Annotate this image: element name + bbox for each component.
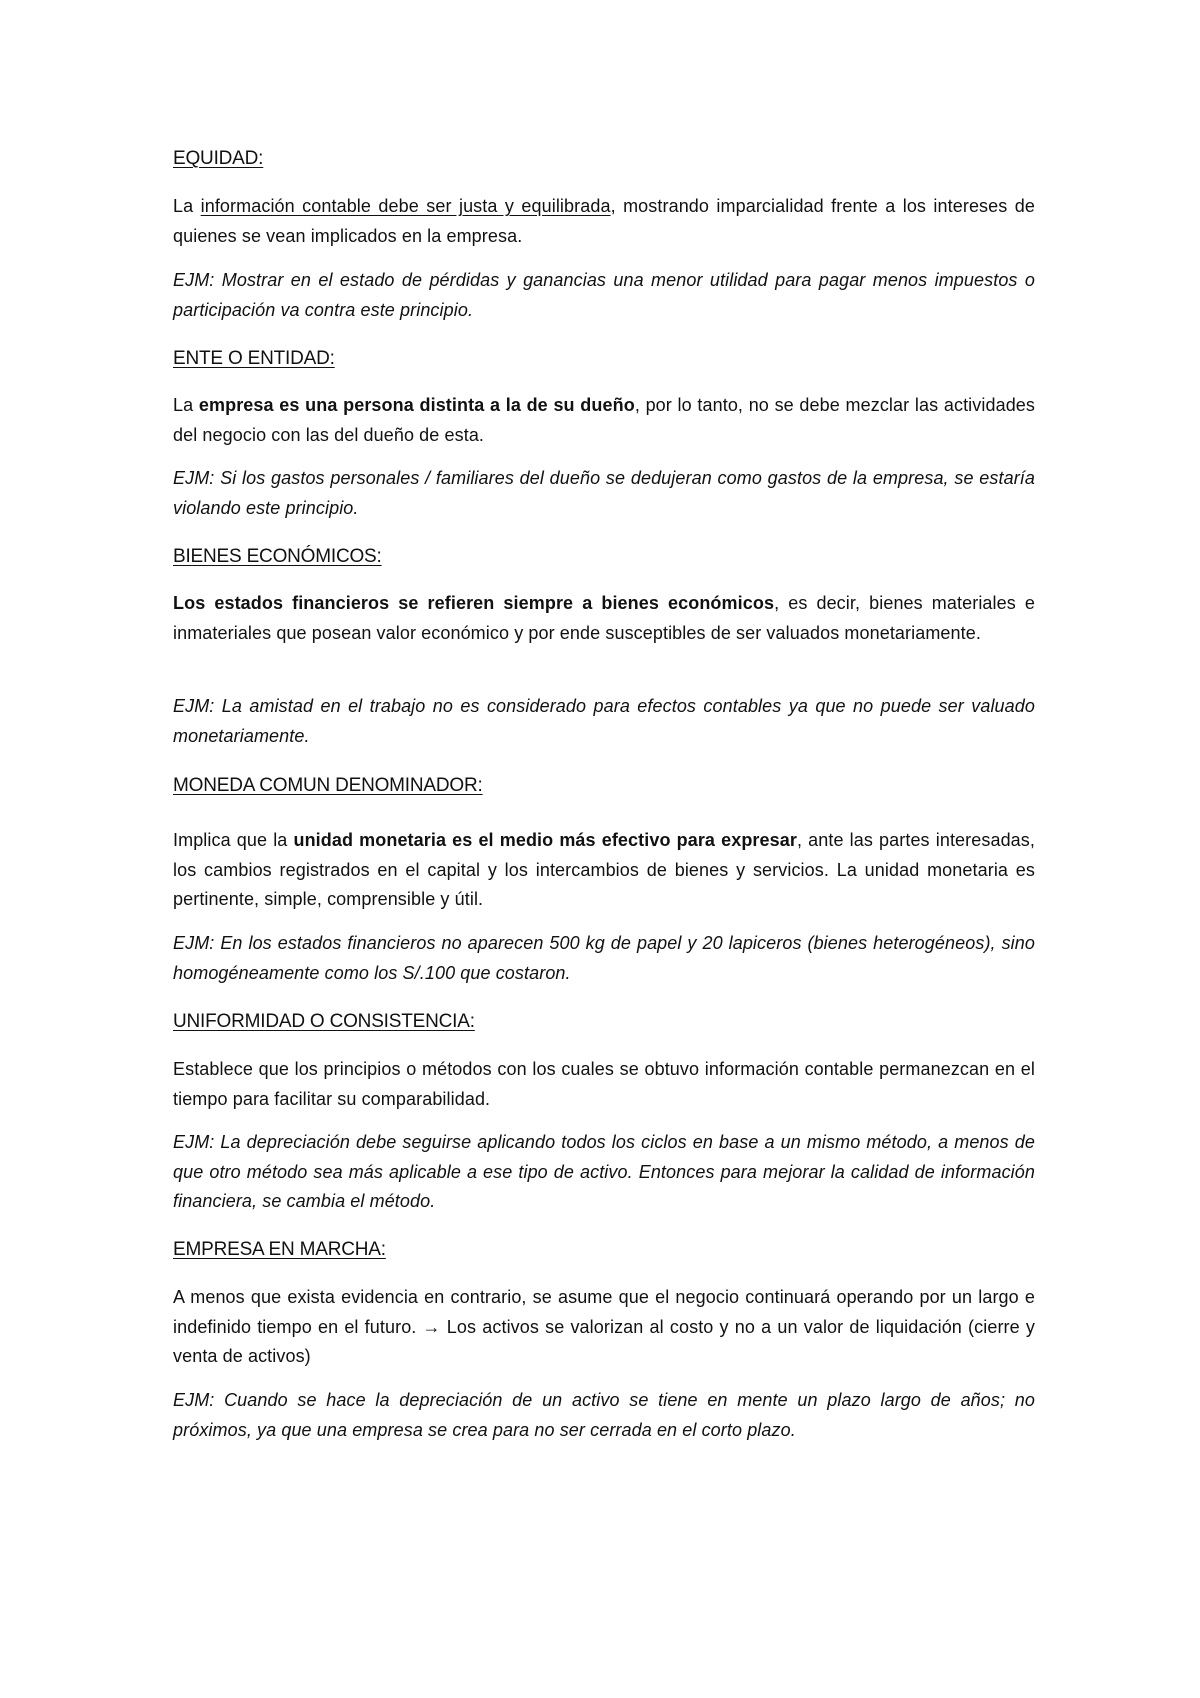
bold-text: unidad monetaria es el medio más efectivo para expresar bbox=[293, 830, 797, 850]
text: , es decir, bienes materiales e inmateriales que posean valor económico y por ende susceptibles de ser valuados monetariamente. bbox=[173, 593, 1035, 643]
text: Los activos se valorizan al costo y no a un valor de liquidación (cierre y venta de activos) bbox=[173, 1316, 1035, 1366]
paragraph-equidad bbox=[173, 192, 1035, 251]
paragraph-moneda bbox=[173, 826, 1035, 915]
underlined-text: información contable debe ser justa y equilibrada bbox=[200, 196, 611, 216]
bold-text: Los estados financieros se refieren siempre a bienes económicos bbox=[173, 593, 775, 613]
paragraph-bienes bbox=[173, 589, 1035, 648]
text: , mostrando imparcialidad frente a los intereses de quienes se vean implicados en la empresa. bbox=[173, 196, 1035, 246]
text: La bbox=[173, 395, 199, 415]
example-uniformidad: EJM: La depreciación debe seguirse aplicando todos los ciclos en base a un mismo método, a menos de que otro método sea más aplicable a ese tipo de activo. Entonces para mejorar la calidad de información financiera, se cambia el método. bbox=[173, 1132, 1035, 1211]
paragraph-marcha bbox=[173, 1283, 1035, 1372]
example-ente: EJM: Si los gastos personales / familiares del dueño se dedujeran como gastos de la empresa, se estaría violando este principio. bbox=[173, 468, 1035, 518]
text: La bbox=[173, 196, 201, 216]
text: , ante las partes interesadas, los cambios registrados en el capital y los intercambios de bienes y servicios. La unidad monetaria es pertinente, simple, comprensible y útil. bbox=[173, 830, 1035, 909]
example-bienes: EJM: La amistad en el trabajo no es considerado para efectos contables ya que no puede ser valuado monetariamente. bbox=[173, 696, 1035, 746]
text: Implica que la bbox=[173, 830, 294, 850]
heading-ente: ENTE O ENTIDAD: bbox=[173, 348, 335, 369]
heading-marcha: EMPRESA EN MARCHA: bbox=[173, 1239, 386, 1260]
example-marcha: EJM: Cuando se hace la depreciación de un activo se tiene en mente un plazo largo de años; no próximos, ya que una empresa se crea para no ser cerrada en el corto plazo. bbox=[173, 1390, 1035, 1440]
heading-moneda: MONEDA COMUN DENOMINADOR: bbox=[173, 775, 483, 796]
example-equidad: EJM: Mostrar en el estado de pérdidas y ganancias una menor utilidad para pagar menos impuestos o participación va contra este principio. bbox=[173, 270, 1035, 320]
paragraph-uniformidad: Establece que los principios o métodos con los cuales se obtuvo información contable permanezcan en el tiempo para facilitar su comparabilidad. bbox=[173, 1059, 1035, 1109]
heading-uniformidad: UNIFORMIDAD O CONSISTENCIA: bbox=[173, 1011, 475, 1032]
text: A menos que exista evidencia en contrario, se asume que el negocio continuará operando por un largo e indefinido tiempo en el futuro. bbox=[173, 1287, 1035, 1337]
arrow-right-icon: → bbox=[422, 1316, 441, 1337]
bold-text: empresa es una persona distinta a la de su dueño bbox=[198, 395, 635, 415]
heading-equidad: EQUIDAD: bbox=[173, 148, 264, 169]
text: , por lo tanto, no se debe mezclar las actividades del negocio con las del dueño de esta. bbox=[173, 395, 1036, 445]
heading-bienes: BIENES ECONÓMICOS: bbox=[173, 546, 382, 567]
example-moneda: EJM: En los estados financieros no aparecen 500 kg de papel y 20 lapiceros (bienes heterogéneos), sino homogéneamente como los S/.100 que costaron. bbox=[173, 933, 1035, 983]
paragraph-ente bbox=[173, 391, 1035, 450]
